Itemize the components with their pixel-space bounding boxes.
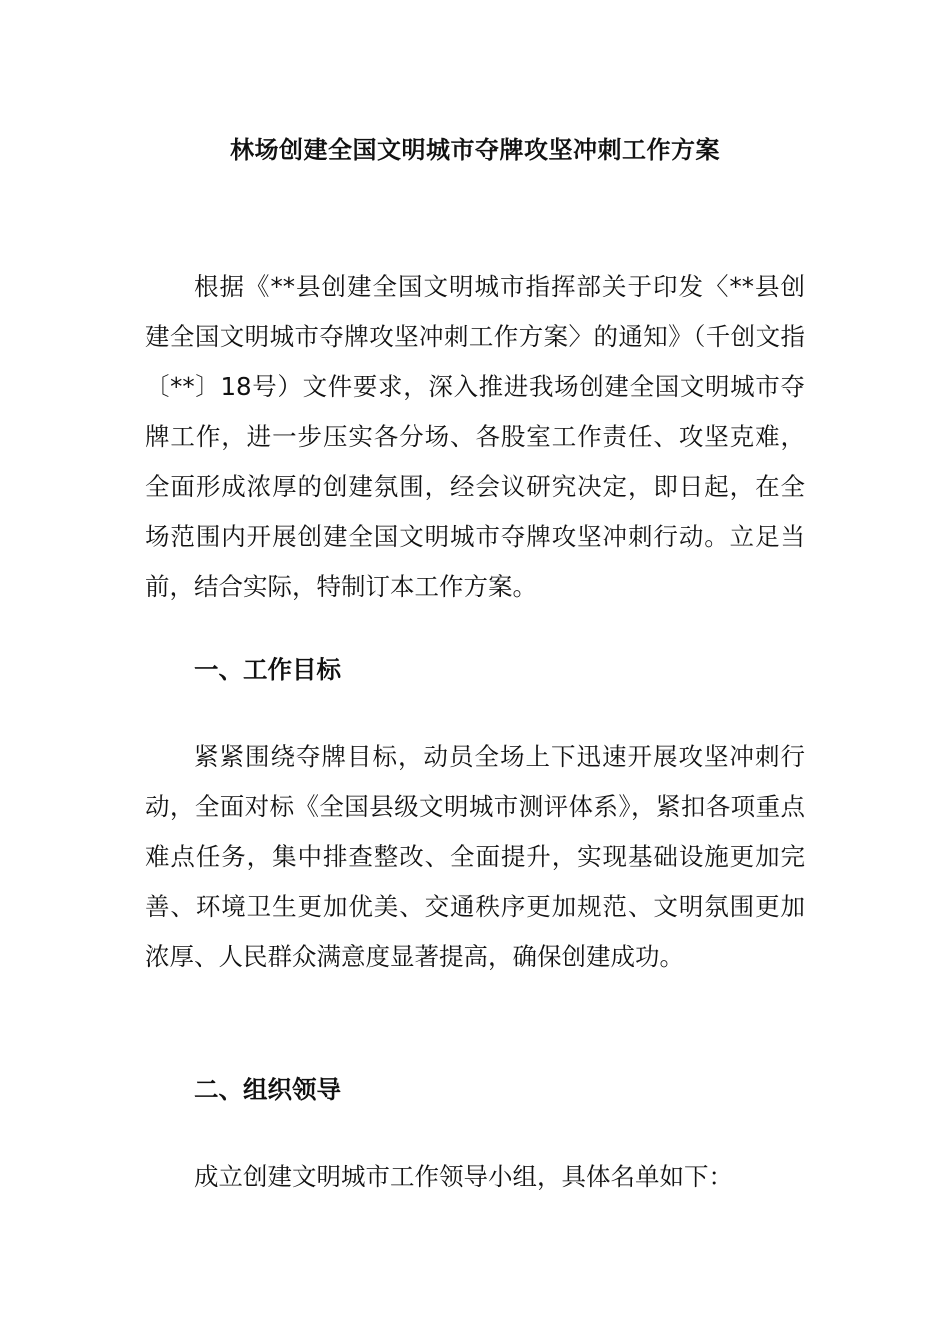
section-body-goals: 紧紧围绕夺牌目标，动员全场上下迅速开展攻坚冲刺行动，全面对标《全国县级文明城市测评体系》，紧扣各项重点难点任务，集中排查整改、全面提升，实现基础设施更加完善、环境卫生更加优美、交通秩序更加规范、文明氛围更加浓厚、人民群众满意度显著提高，确保创建成功。 [145,742,805,971]
document-title: 林场创建全国文明城市夺牌攻坚冲刺工作方案 [230,136,720,164]
section-body-leadership: 成立创建文明城市工作领导小组，具体名单如下： [194,1162,733,1191]
section-heading-leadership: 二、组织领导 [194,1075,341,1104]
intro-paragraph: 根据《**县创建全国文明城市指挥部关于印发〈**县创建全国文明城市夺牌攻坚冲刺工作方案〉的通知》（千创文指〔**〕18号）文件要求，深入推进我场创建全国文明城市夺牌工作，进一步压实各分场、各股室工作责任、攻坚克难，全面形成浓厚的创建氛围，经会议研究决定，即日起，在全场范围内开展创建全国文明城市夺牌攻坚冲刺行动。立足当前，结合实际，特制订本工作方案。 [145,272,805,601]
section-heading-goals: 一、工作目标 [194,655,341,684]
